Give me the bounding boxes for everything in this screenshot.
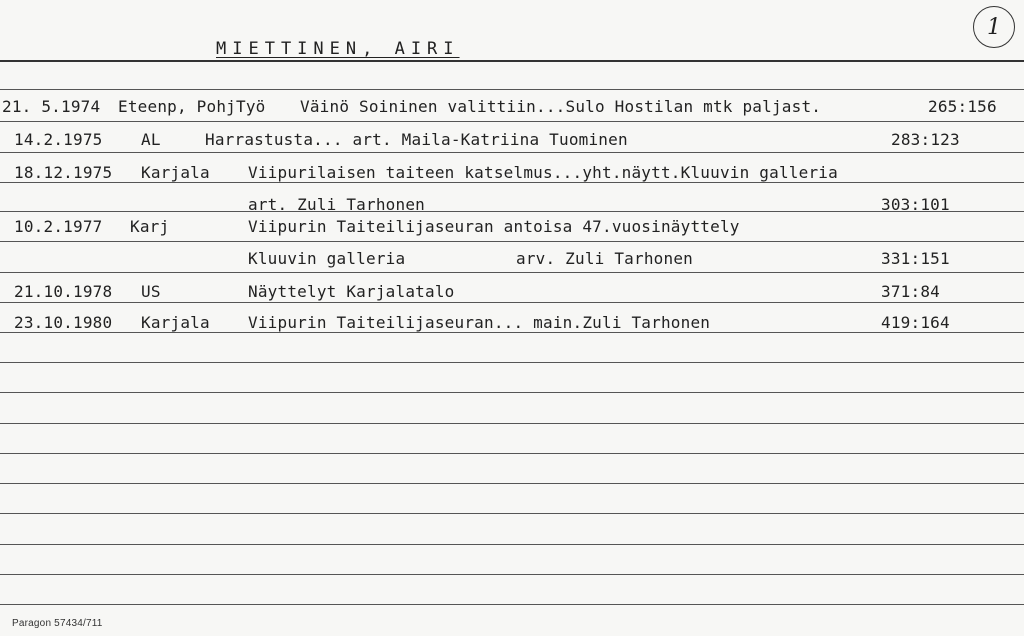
ruled-line <box>0 211 1024 212</box>
entry-text-continued: Kluuvin galleria <box>248 249 406 268</box>
entry-paper: Karjala <box>141 163 210 182</box>
entry-text: Viipurin Taiteilijaseuran... main.Zuli Tarhonen <box>248 313 711 332</box>
card-number: 1 <box>987 14 1001 40</box>
entry-reviewer: arv. Zuli Tarhonen <box>516 249 693 268</box>
entry-paper: Karj <box>130 217 170 236</box>
ruled-line <box>0 89 1024 90</box>
entry-text: Väinö Soininen valittiin...Sulo Hostilan mtk paljast. <box>300 97 822 116</box>
card-footer-print: Paragon 57434/711 <box>12 618 103 629</box>
entry-date: 23.10.1980 <box>14 313 113 332</box>
entry-text-continued: art. Zuli Tarhonen <box>248 195 425 214</box>
entry-text: Viipurin Taiteilijaseuran antoisa 47.vuosinäyttely <box>248 217 740 236</box>
ruled-line <box>0 152 1024 153</box>
ruled-line <box>0 332 1024 333</box>
ruled-line <box>0 121 1024 122</box>
ruled-line <box>0 272 1024 273</box>
entry-date: 14.2.1975 <box>14 130 103 149</box>
entry-text: Näyttelyt Karjalatalo <box>248 282 455 301</box>
ruled-line <box>0 544 1024 545</box>
entry-paper: Karjala <box>141 313 210 332</box>
entry-date: 10.2.1977 <box>14 217 103 236</box>
ruled-line <box>0 241 1024 242</box>
entry-date: 21.10.1978 <box>14 282 113 301</box>
ruled-line <box>0 302 1024 303</box>
ruled-line <box>0 453 1024 454</box>
entry-ref: 283:123 <box>891 130 960 149</box>
entry-date: 18.12.1975 <box>14 163 113 182</box>
ruled-line <box>0 182 1024 183</box>
entry-ref: 419:164 <box>881 313 950 332</box>
entry-text: Harrastusta... art. Maila-Katriina Tuominen <box>205 130 628 149</box>
entry-paper: AL <box>141 130 161 149</box>
ruled-line <box>0 392 1024 393</box>
ruled-line <box>0 574 1024 575</box>
entry-ref: 265:156 <box>928 97 997 116</box>
ruled-line <box>0 362 1024 363</box>
entry-ref: 303:101 <box>881 195 950 214</box>
card-number-circle <box>973 6 1015 48</box>
ruled-line <box>0 423 1024 424</box>
card-name: MIETTINEN, AIRI <box>216 39 460 59</box>
header-rule <box>0 60 1024 62</box>
entry-date: 21. 5.1974 <box>2 97 101 116</box>
ruled-line <box>0 513 1024 514</box>
entry-ref: 331:151 <box>881 249 950 268</box>
entry-paper: Eteenp, PohjTyö <box>118 97 266 116</box>
entry-text: Viipurilaisen taiteen katselmus...yht.näytt.Kluuvin galleria <box>248 163 838 182</box>
entry-paper: US <box>141 282 161 301</box>
ruled-line <box>0 604 1024 605</box>
entry-ref: 371:84 <box>881 282 940 301</box>
ruled-line <box>0 483 1024 484</box>
